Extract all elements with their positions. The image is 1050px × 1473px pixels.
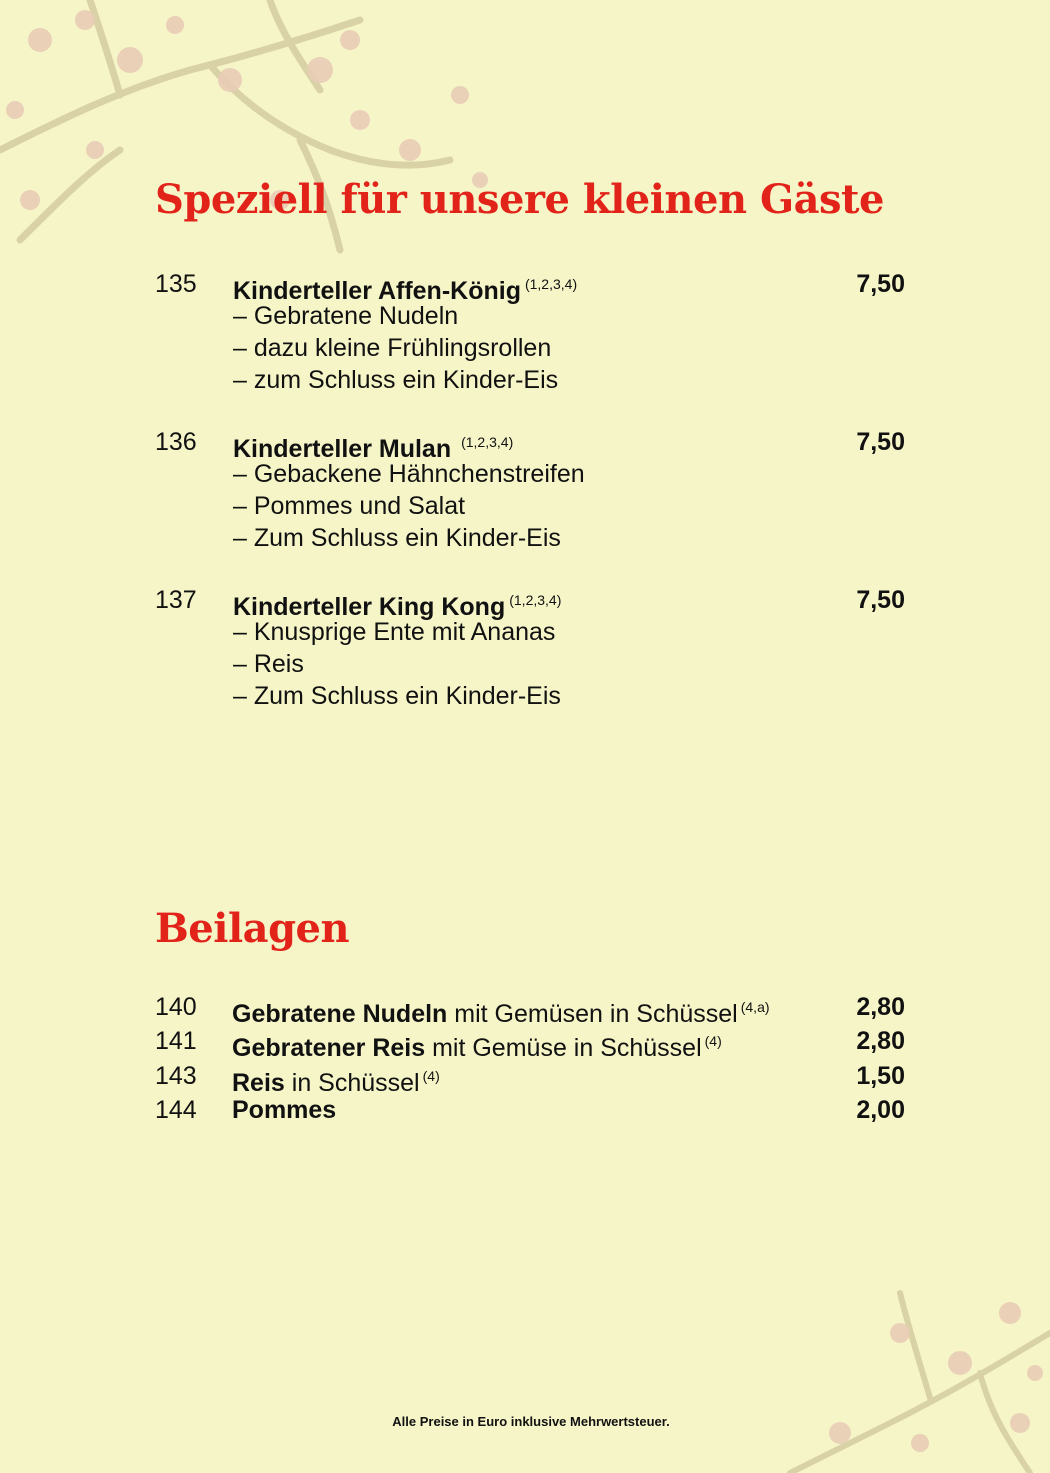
- item-price: 2,80: [856, 993, 905, 1021]
- item-number: 140: [155, 993, 197, 1021]
- menu-item: [155, 584, 905, 714]
- item-description: mit Gemüsen in Schüssel: [454, 1000, 738, 1028]
- item-number: 136: [155, 428, 197, 456]
- item-price: 7,50: [856, 270, 905, 298]
- cherry-blossom-decoration-bottom: [780, 1273, 1050, 1473]
- item-name: Gebratene Nudeln mit Gemüsen in Schüssel $^{(4,a)}$: [232, 999, 770, 1028]
- allergen-note: (1,2,3,4): [461, 434, 514, 450]
- item-number: 137: [155, 586, 197, 614]
- side-item: [155, 991, 905, 1028]
- item-name: Gebratener Reis mit Gemüse in Schüssel $^{(4)}$: [232, 1033, 722, 1062]
- item-number: 143: [155, 1062, 197, 1090]
- item-detail-line: – Zum Schluss ein Kinder-Eis: [233, 524, 561, 552]
- allergen-note: (1,2,3,4): [524, 276, 578, 292]
- allergen-note: (4): [704, 1033, 722, 1049]
- section-title-sides: Beilagen: [155, 905, 350, 952]
- section-title-kids: Speziell für unsere kleinen Gäste: [155, 176, 884, 223]
- item-number: 141: [155, 1027, 197, 1055]
- item-detail-line: – zum Schluss ein Kinder-Eis: [233, 366, 559, 394]
- item-price: 1,50: [856, 1062, 905, 1090]
- allergen-note: (4): [422, 1068, 440, 1084]
- item-description: in Schüssel: [291, 1069, 420, 1097]
- item-number: 135: [155, 270, 197, 298]
- item-price: 7,50: [856, 428, 905, 456]
- item-detail-line: – Gebratene Nudeln: [233, 302, 459, 330]
- menu-item: [155, 268, 905, 398]
- item-number: 144: [155, 1096, 197, 1124]
- item-price: 2,00: [856, 1096, 905, 1124]
- item-detail-line: – dazu kleine Frühlingsrollen: [233, 334, 552, 362]
- side-item: [155, 1025, 905, 1062]
- item-description: mit Gemüse in Schüssel: [432, 1034, 702, 1062]
- item-detail-line: – Knusprige Ente mit Ananas: [233, 618, 556, 646]
- item-price: 2,80: [856, 1027, 905, 1055]
- side-item: [155, 1094, 905, 1128]
- item-name: Kinderteller Affen-König $^{(1,2,3,4)}$: [233, 276, 578, 305]
- item-detail-line: – Gebackene Hähnchenstreifen: [233, 460, 585, 488]
- footer-note: Alle Preise in Euro inklusive Mehrwertsteuer.: [392, 1414, 670, 1429]
- item-name: Kinderteller Mulan $^{(1,2,3,4)}$: [233, 434, 514, 463]
- item-detail-line: – Pommes und Salat: [233, 492, 466, 520]
- item-name: Pommes: [232, 1096, 337, 1124]
- item-name: Reis in Schüssel $^{(4)}$: [232, 1068, 440, 1097]
- side-item: [155, 1060, 905, 1097]
- allergen-note: (4,a): [740, 999, 770, 1015]
- allergen-note: (1,2,3,4): [509, 592, 562, 608]
- item-name: Kinderteller King Kong $^{(1,2,3,4)}$: [233, 592, 562, 621]
- item-detail-line: – Reis: [233, 650, 304, 678]
- menu-item: [155, 426, 905, 556]
- item-detail-line: – Zum Schluss ein Kinder-Eis: [233, 682, 561, 710]
- item-price: 7,50: [856, 586, 905, 614]
